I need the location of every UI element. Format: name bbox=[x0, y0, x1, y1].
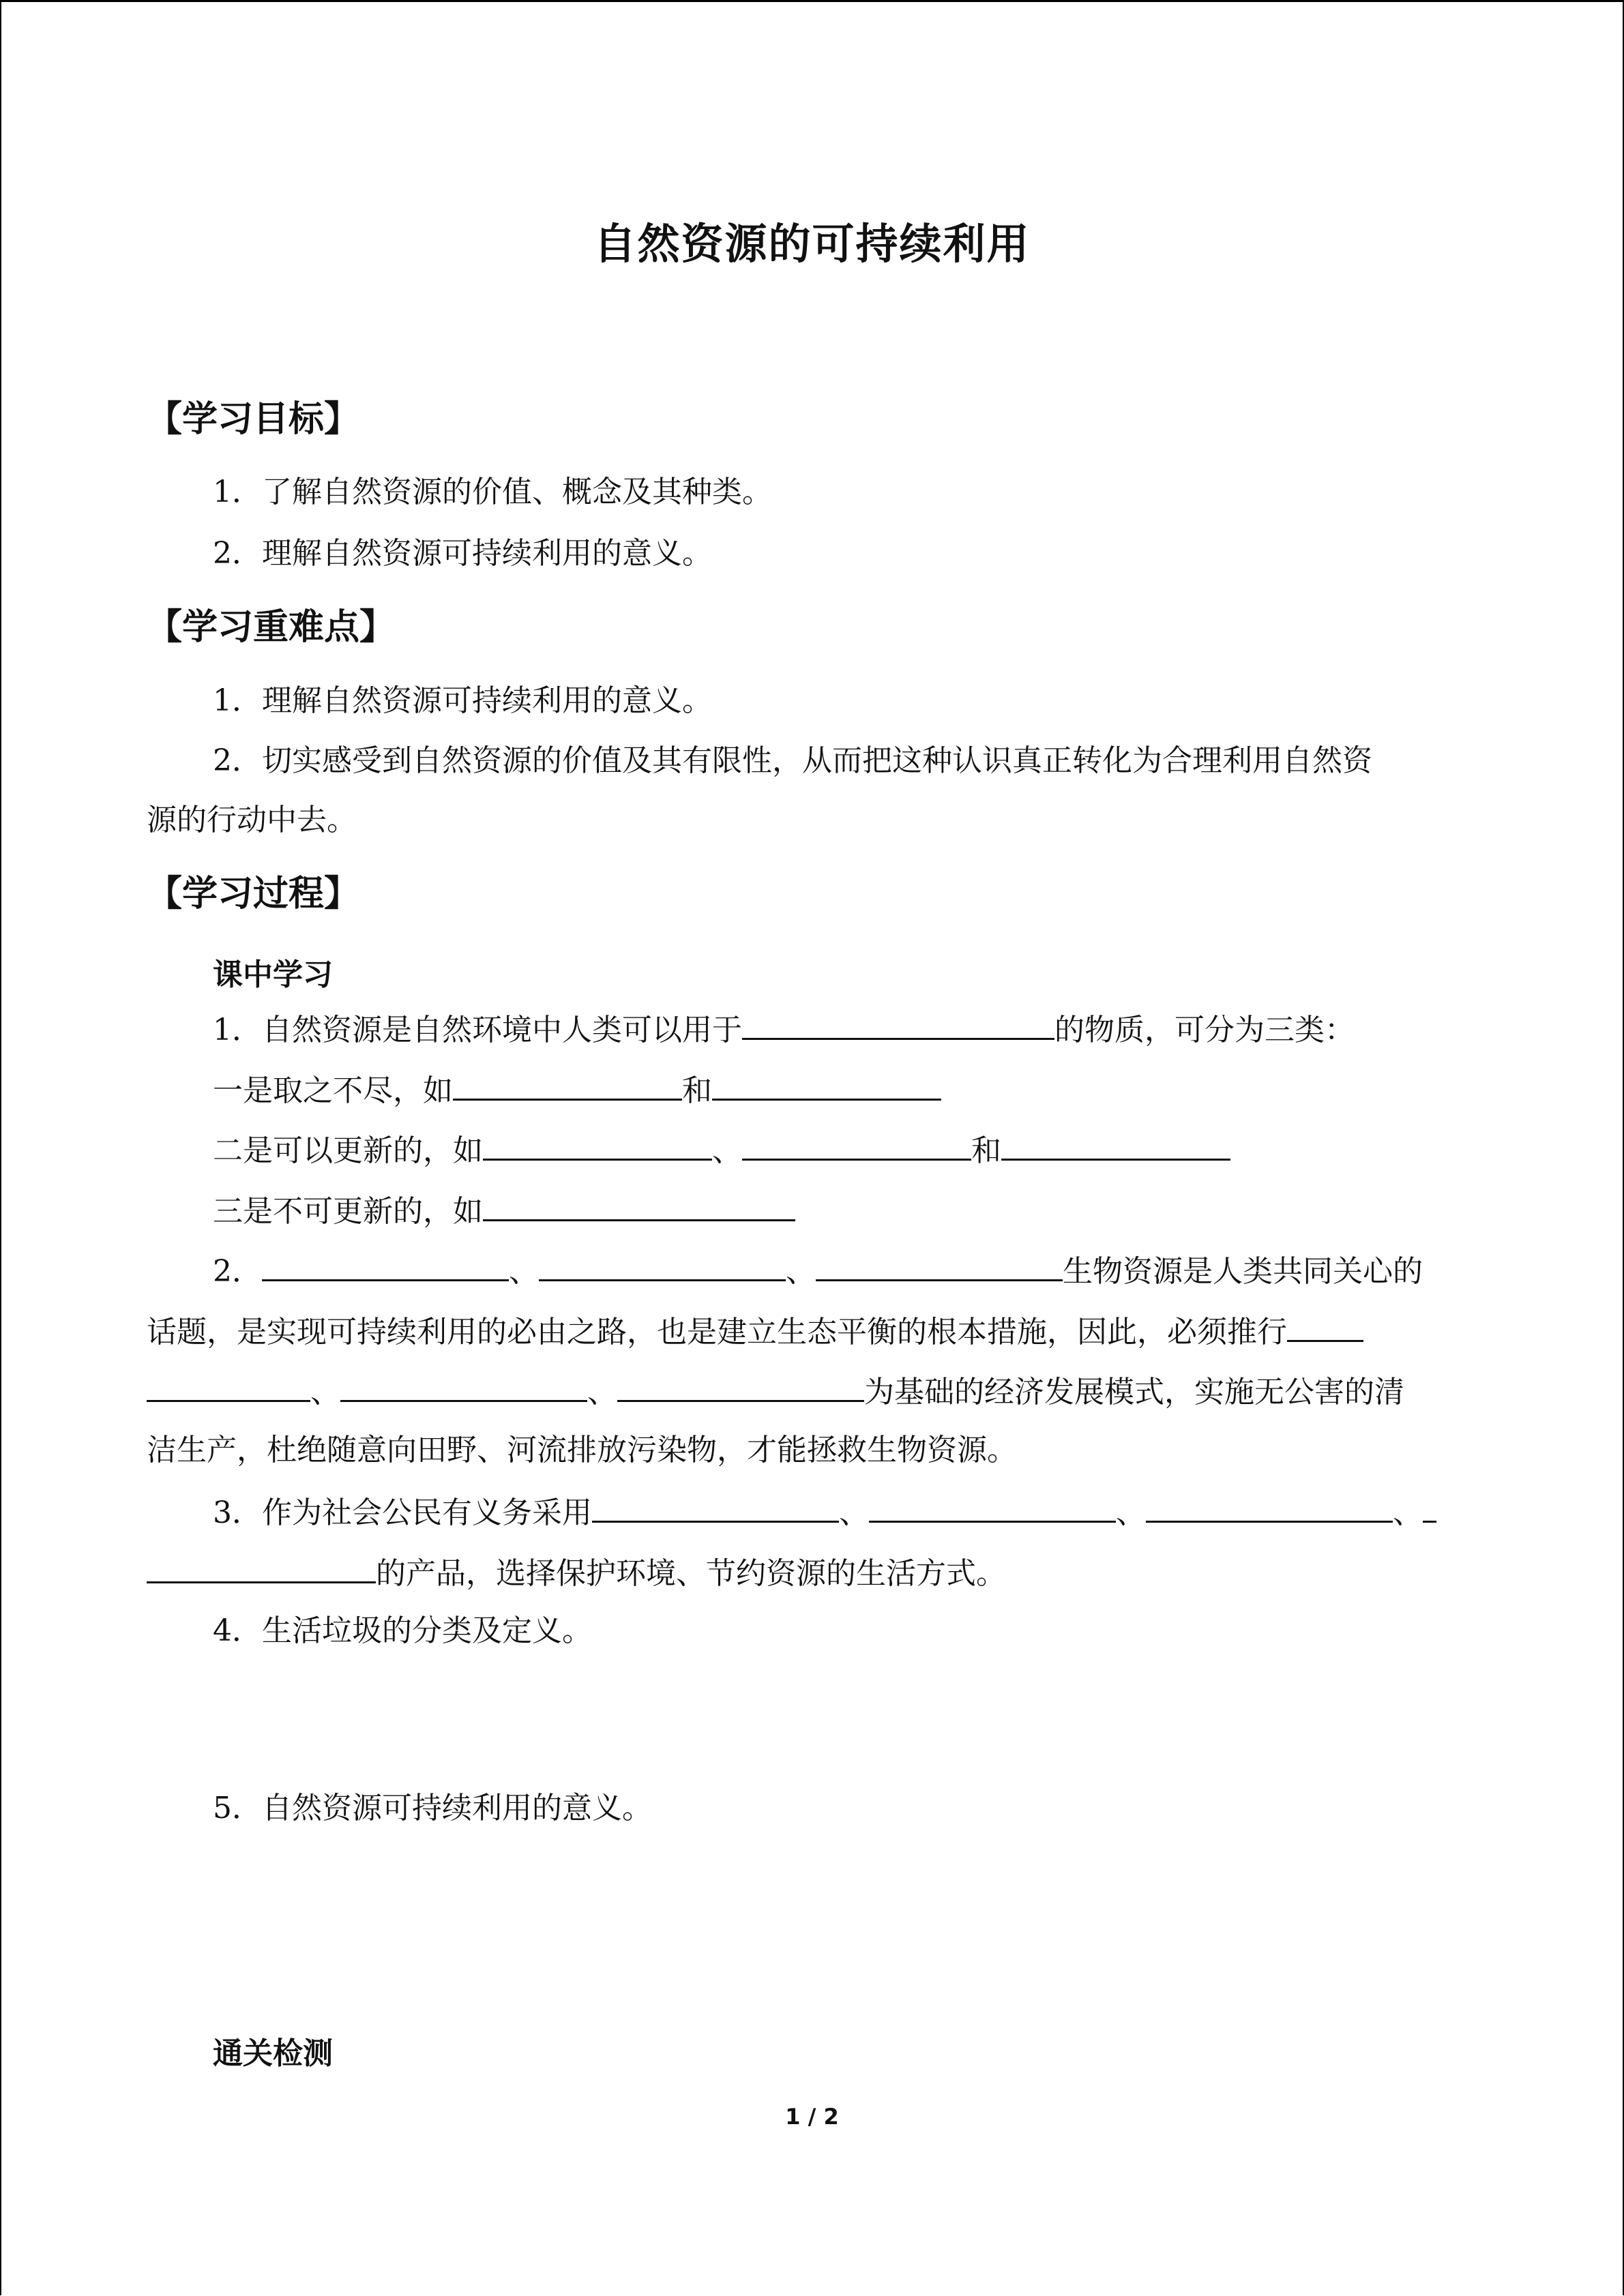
objectives-heading: 【学习目标】 bbox=[147, 399, 360, 440]
blank-field[interactable] bbox=[340, 1370, 587, 1402]
blank-field[interactable] bbox=[262, 1249, 509, 1281]
q1-line-3: 二是可以更新的，如 、 和 bbox=[213, 1129, 1230, 1172]
blank-field[interactable] bbox=[1287, 1310, 1363, 1342]
blank-field[interactable] bbox=[483, 1129, 712, 1161]
q2-line-4: 洁生产，杜绝随意向田野、河流排放污染物，才能拯救生物资源。 bbox=[147, 1433, 1017, 1467]
blank-field[interactable] bbox=[1146, 1491, 1393, 1523]
q2-line-3: 、 、 为基础的经济发展模式，实施无公害的清 bbox=[147, 1370, 1404, 1413]
key-point-item-1: 1．理解自然资源可持续利用的意义。 bbox=[213, 683, 712, 718]
objective-item-1: 1．了解自然资源的价值、概念及其种类。 bbox=[213, 475, 772, 509]
blank-field[interactable] bbox=[539, 1249, 786, 1281]
key-points-heading: 【学习重难点】 bbox=[147, 607, 396, 648]
key-point-item-2-cont: 源的行动中去。 bbox=[147, 803, 357, 837]
blank-field[interactable] bbox=[869, 1491, 1116, 1523]
blank-field[interactable] bbox=[742, 1129, 971, 1161]
in-class-subheading: 课中学习 bbox=[213, 957, 333, 992]
process-heading: 【学习过程】 bbox=[147, 874, 360, 914]
blank-field[interactable] bbox=[483, 1189, 795, 1221]
blank-field[interactable] bbox=[742, 1008, 1054, 1040]
q4-line: 4．生活垃圾的分类及定义。 bbox=[213, 1613, 592, 1648]
q1-line-2: 一是取之不尽，如 和 bbox=[213, 1069, 941, 1112]
blank-field[interactable] bbox=[712, 1069, 941, 1101]
q2-line-1: 2． 、 、 生物资源是人类共同关心的 bbox=[213, 1249, 1423, 1292]
document-title: 自然资源的可持续利用 bbox=[593, 219, 1031, 269]
check-subheading: 通关检测 bbox=[213, 2036, 333, 2071]
blank-field[interactable] bbox=[1001, 1129, 1230, 1161]
blank-field[interactable] bbox=[617, 1370, 864, 1402]
q2-line-2: 话题，是实现可持续利用的必由之路，也是建立生态平衡的根本措施，因此，必须推行 bbox=[147, 1310, 1363, 1353]
blank-field[interactable] bbox=[147, 1551, 376, 1583]
blank-field[interactable] bbox=[816, 1249, 1063, 1281]
q1-line-1: 1．自然资源是自然环境中人类可以用于 的物质，可分为三类： bbox=[213, 1008, 1355, 1051]
key-point-item-2: 2．切实感受到自然资源的价值及其有限性，从而把这种认识真正转化为合理利用自然资 bbox=[213, 743, 1372, 778]
blank-field[interactable] bbox=[1423, 1491, 1436, 1523]
q3-line-2: 的产品，选择保护环境、节约资源的生活方式。 bbox=[147, 1551, 1006, 1594]
blank-field[interactable] bbox=[147, 1370, 310, 1402]
q5-line: 5．自然资源可持续利用的意义。 bbox=[213, 1791, 652, 1825]
blank-field[interactable] bbox=[592, 1491, 839, 1523]
blank-field[interactable] bbox=[453, 1069, 682, 1101]
page-number: 1 / 2 bbox=[785, 2104, 839, 2130]
q1-line-4: 三是不可更新的，如 bbox=[213, 1189, 795, 1232]
q3-line-1: 3．作为社会公民有义务采用 、 、 、 bbox=[213, 1491, 1436, 1534]
objective-item-2: 2．理解自然资源可持续利用的意义。 bbox=[213, 536, 712, 571]
